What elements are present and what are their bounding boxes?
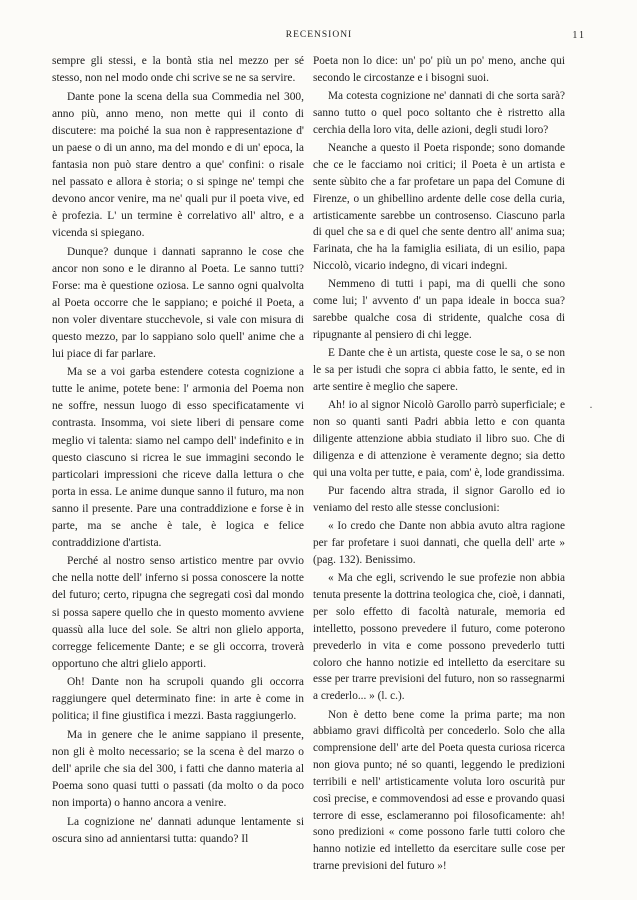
running-header [52, 30, 586, 46]
paragraph: « Ma che egli, scrivendo le sue profezie non abbia tenuta presente la dottrina teologica che, cioè, i dannati, per solo effetto di facoltà naturale, memoria ed intelletto, possono prevedere il futuro, come poterono prevederlo in vita e come possono prevederlo tutti coloro che hanno notizie ed intelletto da esercitare su esse per trarre previsioni del futuro, non so rassegnarmi a crederlo... » (l. c.). [313, 572, 565, 703]
margin-mark: · [589, 400, 593, 414]
paragraph: « Io credo che Dante non abbia avuto altra ragione per far profetare i suoi dannati, che quella dell' arte » (pag. 132). Benissimo. [313, 520, 565, 566]
paragraph: Ah! io al signor Nicolò Garollo parrò superficiale; e non so quanti santi Padri abbia letto e con quanta diligente attenzione abbia studiato il libro suo. Che di diligenza e di attenzione è veramente degno; sia detto qui una volta per tutte, e paia, com' è, lode grandissima. [313, 399, 565, 479]
paragraph: Ma cotesta cognizione ne' dannati di che sorta sarà? sanno tutto o quel poco soltanto che è ristretto alla cerchia della loro vita, delle azioni, degli studi loro? [313, 90, 565, 136]
paragraph: sempre gli stessi, e la bontà stia nel mezzo per sé stesso, non nel modo onde chi scrive se ne sa servire. [52, 55, 304, 85]
page-number: 11 [572, 30, 586, 41]
header-title: RECENSIONI [285, 30, 353, 40]
paragraph: Poeta non lo dice: un' po' più un po' meno, anche qui secondo le circostanze e i bisogni suoi. [313, 55, 565, 84]
paragraph: Dunque? dunque i dannati sapranno le cose che ancor non sono e le diranno al Poeta. Le sanno tutti? Forse: ma è questione oziosa. Le sanno ogni qualvolta al Poeta occorre che le sappiano; e poiché il Poeta, a non voler diventare stucchevole, si vale con misura di questo mezzo, par lo sappiano solo quell' anime che a lui piace di far parlare. [52, 245, 304, 360]
paragraph: Neanche a questo il Poeta risponde; sono domande che ce le facciamo noi critici; il Poeta è un artista e sente sùbito che a far profetare un papa del Comune di Firenze, o un ghibellino ardente delle cose della curia, artisticamente sarebbe un controsenso. Ciascuno parla di quel che sa e di quel che sente dentro all' anima sua; Farinata, che ha la famiglia esiliata, di un esilio, papa Niccolò, vicario indegno, di vicari indegni. [313, 142, 565, 273]
left-column [52, 53, 304, 849]
paragraph: Oh! Dante non ha scrupoli quando gli occorra raggiungere quel determinato fine: in arte è come in politica; il fine giustifica i mezzi. Basta raggiungerlo. [52, 676, 304, 723]
paragraph: Ma se a voi garba estendere cotesta cognizione a tutte le anime, potete bene: l' armonia del Poema non ne soffre, nessun luogo di esso specificatamente vi contrasta. Insomma, voi siete liberi di pensare come meglio vi talenta: siamo nel campo dell' indefinito e in questo ciascuno si ricrea le sue immagini secondo le particolari impressioni che riceve dalla lettura o che porta in essa. Le anime dunque sanno il futuro, ma non sanno il presente. Pare una contraddizione e forse è in parte, ma se anche è tale, è logica e felice contraddizione d'artista. [52, 366, 304, 549]
right-column [313, 53, 565, 877]
paragraph: Nemmeno di tutti i papi, ma di quelli che sono come lui; l' avvento d' un papa ideale in bocca sua? sarebbe qualche cosa di stridente, qualche cosa di ripugnante al pensiero di chi legge. [313, 278, 565, 341]
paragraph: Perché al nostro senso artistico mentre par ovvio che nella notte dell' inferno si possa conoscere la notte del futuro; certo, ripugna che segregati così dal mondo si possa sapere quello che in questo momento avviene quassù alla luce del sole. Se altri non glielo apporta, corregge felicemente Dante; e se gli occorra, troverà opportuno che altri glielo apporti. [52, 555, 304, 670]
paragraph: Dante pone la scena della sua Commedia nel 300, anno più, anno meno, non mette qui il conto di discutere: ma poiché la sua non è rappresentazione d' un paese o di un anno, ma del mondo e di un' epoca, la fantasia non può stare dentro a que' confini: o risale nel passato e allora è storia; o si spinge ne' tempi che devono ancor venire, ma ne' quali pur il poeta vive, ed è profezia. L' un termine è correlativo all' altro, e a vicenda si spiegano. [52, 90, 304, 239]
paragraph: Pur facendo altra strada, il signor Garollo ed io veniamo del resto alle stesse conclusioni: [313, 485, 565, 514]
paragraph: E Dante che è un artista, queste cose le sa, o se non le sa per istudi che sopra ci abbia fatto, le sente, ed in arte sentire è meglio che sapere. [313, 347, 565, 394]
paragraph: La cognizione ne' dannati adunque lentamente si oscura sino ad annientarsi tutta: quando? Il [52, 815, 304, 845]
paragraph: Non è detto bene come la prima parte; ma non abbiamo gravi difficoltà per concederlo. Solo che alla comprensione dell' arte del Poeta questa curiosa ricerca non giova punto; né so quanti, leggendo le predizioni terribili e nell' artisticamente voluta loro oscurità pur così precise, e commovendosi ad esse e provando quasi terrore di esse, esclameranno poi filosoficamente: ah! sono predizioni « come possono farle tutti coloro che hanno notizie ed intelletto da esercitare sulle cose per trarne previsioni del futuro »! [313, 708, 565, 873]
paragraph: Ma in genere che le anime sappiano il presente, non gli è molto necessario; se la scena è del marzo o dell' aprile che sia del 300, i fatti che danno materia al Poema sono quasi tutti o passati (da molto o da poco non importa) o hanno ancora a venire. [52, 728, 304, 810]
